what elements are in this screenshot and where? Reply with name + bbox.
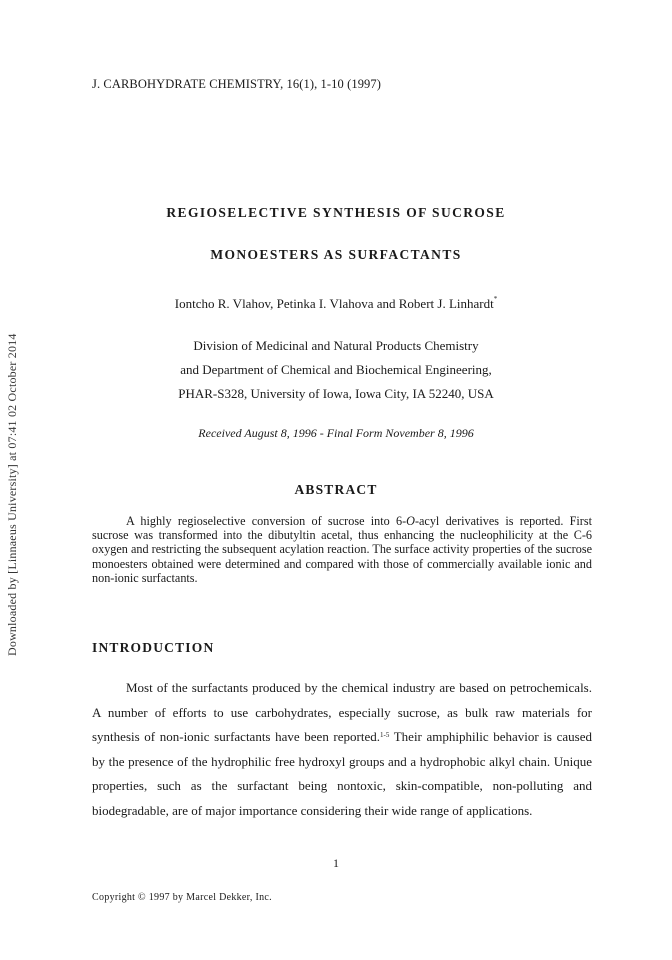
affiliation-line-3: PHAR-S328, University of Iowa, Iowa City, IA 52240, USA (178, 386, 494, 401)
paper-title-line-2: MONOESTERS AS SURFACTANTS (210, 247, 462, 262)
authors (0, 296, 672, 312)
abstract-text-part-1: A highly regioselective conversion of sucrose into 6- (126, 514, 407, 528)
introduction-text-part-1: Most of the surfactants produced by the chemical industry are based on petrochemicals. A number of efforts to use carbohydrates, especially sucrose, as bulk raw materials for synthesis of non-ionic surfactants have been reported. (92, 680, 592, 745)
download-watermark: Downloaded by [Linnaeus University] at 07:41 02 October 2014 (5, 333, 19, 656)
abstract-heading: ABSTRACT (294, 482, 378, 497)
affiliation-line-2: and Department of Chemical and Biochemical Engineering, (180, 362, 492, 377)
received-dates: Received August 8, 1996 - Final Form November 8, 1996 (198, 426, 474, 440)
abstract-body (92, 514, 592, 585)
paper-title-line-1: REGIOSELECTIVE SYNTHESIS OF SUCROSE (166, 205, 506, 220)
abstract-paragraph (92, 514, 592, 585)
reference-superscript: 1-5 (380, 731, 390, 740)
abstract-italic-o: O (406, 514, 415, 528)
introduction-heading: INTRODUCTION (92, 640, 215, 655)
journal-citation: J. CARBOHYDRATE CHEMISTRY, 16(1), 1-10 (1997) (92, 77, 382, 91)
corresponding-author-mark: * (493, 295, 498, 303)
introduction-paragraph (92, 676, 592, 824)
copyright-notice: Copyright © 1997 by Marcel Dekker, Inc. (92, 892, 272, 903)
abstract-text-part-2: -acyl derivatives is reported. First sucrose was transformed into the dibutyltin acetal, thus enhancing the nucleophilicity at the C-6 oxygen and restricting the subsequent acylation reaction. The surface activity properties of the sucrose monoesters obtained were determined and compared with those of commercially available ionic and non-ionic surfactants. (92, 514, 592, 585)
author-names: Iontcho R. Vlahov, Petinka I. Vlahova and Robert J. Linhardt (174, 296, 494, 311)
affiliation-line-1: Division of Medicinal and Natural Products Chemistry (193, 338, 479, 353)
introduction-body (92, 676, 592, 824)
introduction-text-part-2: Their amphiphilic behavior is caused by the presence of the hydrophilic free hydroxyl groups and a hydrophobic alkyl chain. Unique properties, such as the surfactant being nontoxic, skin-compatible, non-polluting and biodegradable, are of major importance considering their wide range of applications. (92, 729, 592, 818)
page-number: 1 (333, 856, 339, 870)
